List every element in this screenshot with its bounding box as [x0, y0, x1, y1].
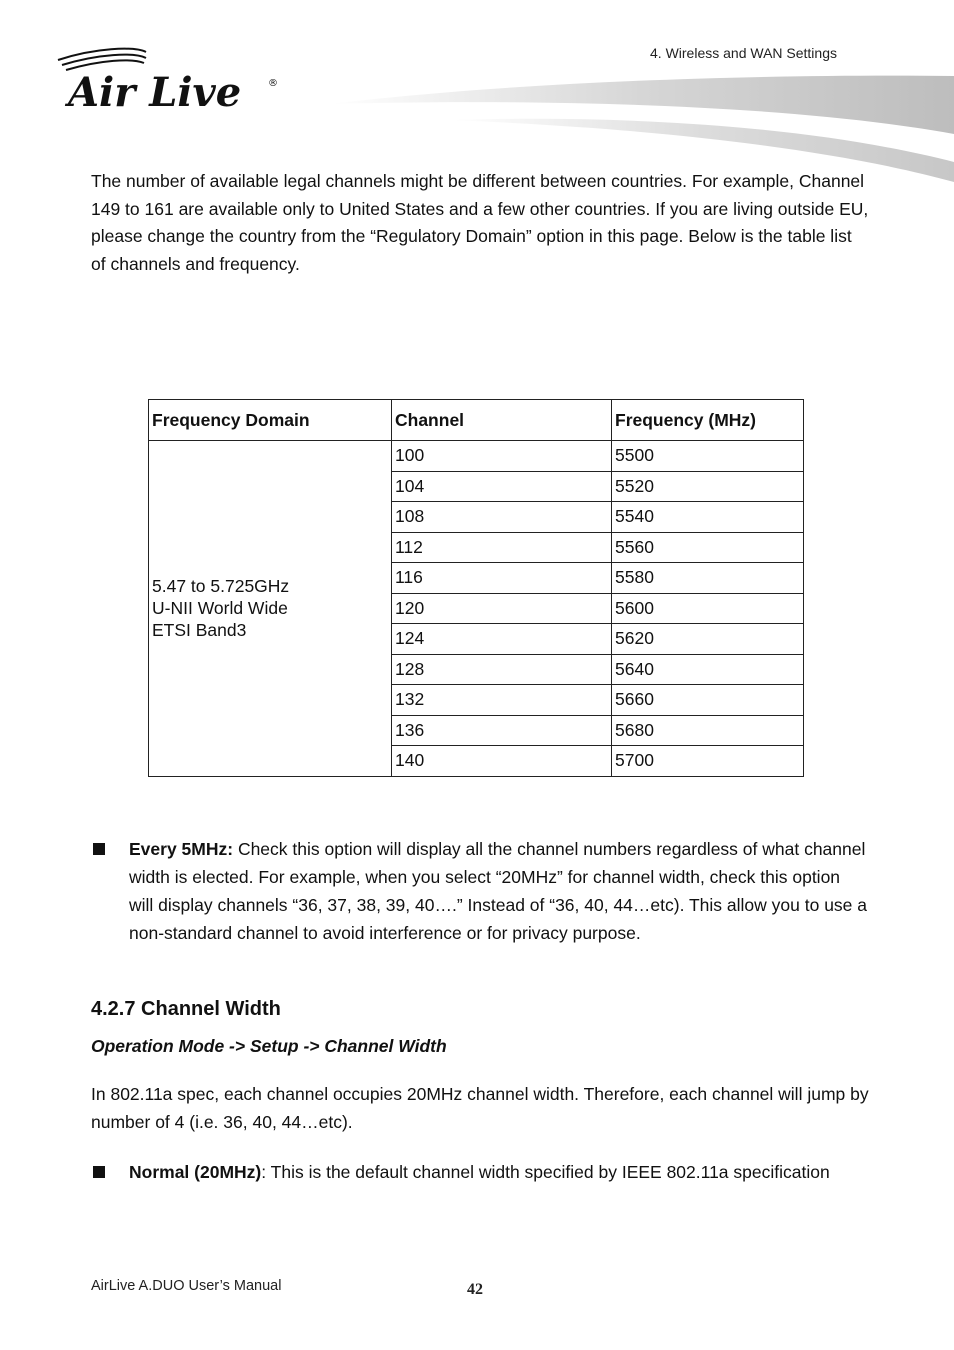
normal-20mhz-paragraph [129, 1160, 869, 1184]
frequency-cell: 5640 [612, 654, 804, 685]
frequency-cell: 5560 [612, 532, 804, 563]
channel-cell: 132 [392, 685, 612, 716]
frequency-cell: 5660 [612, 685, 804, 716]
frequency-cell: 5700 [612, 746, 804, 777]
bullet-square-icon [93, 1166, 105, 1178]
domain-line: 5.47 to 5.725GHz [152, 576, 290, 597]
channel-cell: 100 [392, 441, 612, 472]
bullet-square-icon [93, 843, 105, 855]
frequency-cell: 5520 [612, 471, 804, 502]
channel-cell: 128 [392, 654, 612, 685]
channel-width-paragraph: In 802.11a spec, each channel occupies 20MHz channel width. Therefore, each channel will jump by number of 4 (i.e. 36, 40, 44…etc). [91, 1084, 869, 1132]
intro-paragraph: The number of available legal channels might be different between countries. For example, Channel 149 to 161 are available only to United States and a few other countries. If you are living outside EU, please change the country from the “Regulatory Domain” option in this page. Below is the table list of channels and frequency. [91, 171, 869, 274]
channel-frequency-table [148, 399, 804, 777]
frequency-cell: 5620 [612, 624, 804, 655]
channel-cell: 140 [392, 746, 612, 777]
every-5mhz-text: Check this option will display all the channel numbers regardless of what channel width is elected. For example, when you select “20MHz” for channel width, check this option will display channels “36, 37, 38, 39, 40….” Instead of “36, 40, 44…etc). This allow you to use a non-standard channel to avoid interference or for privacy purpose. [129, 839, 867, 943]
frequency-cell: 5580 [612, 563, 804, 594]
header-channel: Channel [392, 400, 612, 441]
domain-line: U-NII World Wide [152, 598, 288, 619]
channel-cell: 136 [392, 715, 612, 746]
logo-text: Air Live [68, 69, 242, 114]
header-section-title: 4. Wireless and WAN Settings [650, 45, 837, 61]
domain-line: ETSI Band3 [152, 620, 247, 641]
normal-20mhz-text: : This is the default channel width specified by IEEE 802.11a specification [261, 1162, 830, 1182]
table-header-row [149, 400, 804, 441]
channel-cell: 116 [392, 563, 612, 594]
channel-cell: 104 [392, 471, 612, 502]
normal-20mhz-label: Normal (20MHz) [129, 1162, 262, 1182]
channel-cell: 112 [392, 532, 612, 563]
frequency-cell: 5500 [612, 441, 804, 472]
channel-cell: 120 [392, 593, 612, 624]
page-number: 42 [467, 1281, 483, 1298]
section-heading: 4.2.7 Channel Width [91, 998, 281, 1020]
section-menu-path: Operation Mode -> Setup -> Channel Width [91, 1036, 447, 1056]
header-frequency-mhz: Frequency (MHz) [612, 400, 804, 441]
header-frequency-domain: Frequency Domain [149, 400, 392, 441]
channel-cell: 124 [392, 624, 612, 655]
logo-registered: ® [268, 78, 278, 89]
frequency-cell: 5600 [612, 593, 804, 624]
frequency-cell: 5540 [612, 502, 804, 533]
frequency-domain-cell [149, 441, 392, 777]
frequency-cell: 5680 [612, 715, 804, 746]
channel-cell: 108 [392, 502, 612, 533]
footer-manual-title: AirLive A.DUO User’s Manual [91, 1278, 282, 1294]
every-5mhz-label: Every 5MHz: [129, 839, 234, 859]
airlive-logo [54, 46, 284, 114]
table-row [149, 441, 804, 472]
every-5mhz-paragraph [129, 835, 869, 947]
